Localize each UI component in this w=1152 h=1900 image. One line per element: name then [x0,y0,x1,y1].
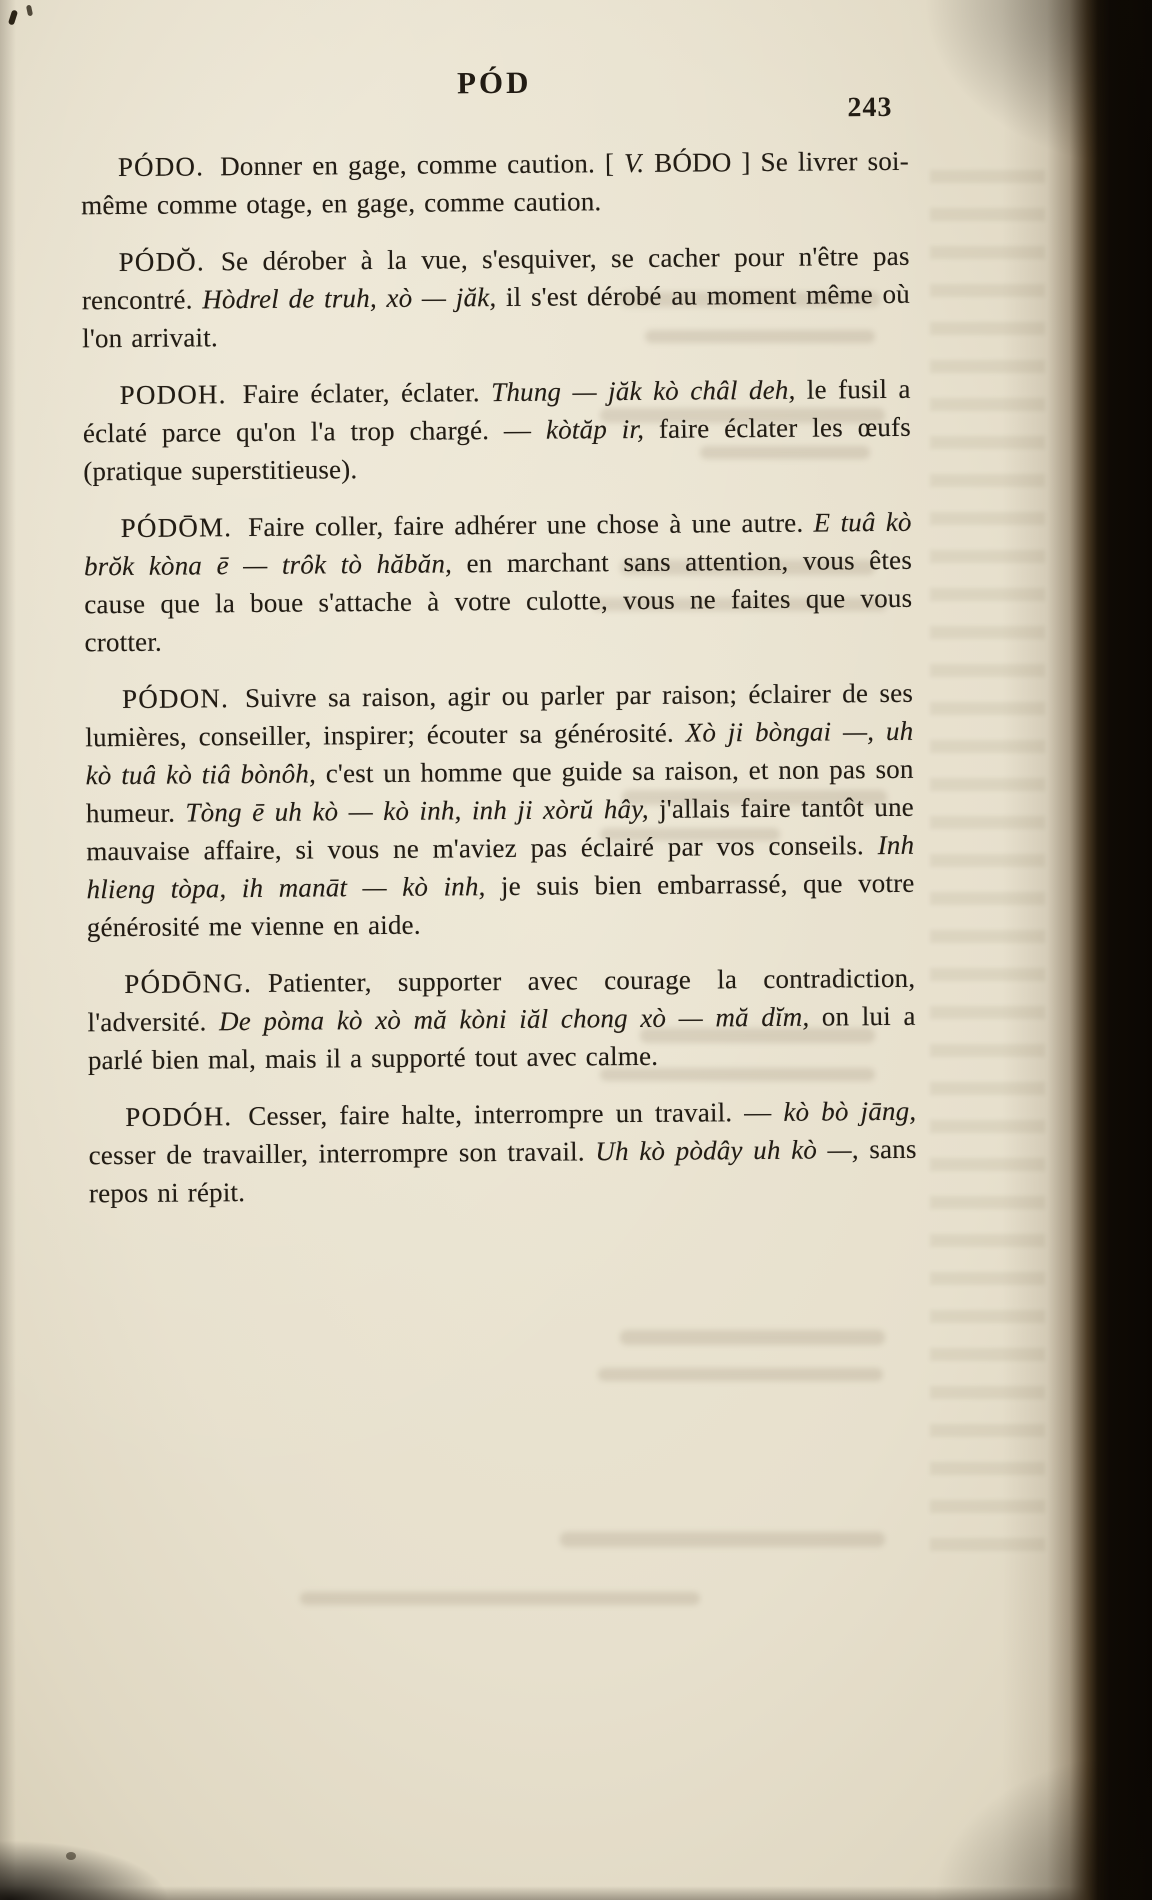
entry-text-roman: sans repos ni répit. [88,1133,917,1209]
dictionary-entry [81,142,910,225]
ink-speck [66,1852,76,1860]
page-edge-right [1002,0,1152,1900]
entries [81,142,917,1212]
entry-headword: PÓDŎ. [118,246,205,278]
entry-text-italic: Xò ji bòngai —, uh kò tuâ kò tiâ bònôh, [85,715,914,791]
entry-text-roman: Donner en gage, comme caution. [ [220,148,625,182]
entry-text-italic: Tòng ē uh kò — kò inh, inh ji xòrŭ hây, [185,793,649,828]
entry-text-italic: De pòma kò xò mă kòni iăl chong xò — mă dĭm, [218,1001,810,1037]
running-head: PÓD [456,64,532,101]
entry-headword: PÓDŌNG. [124,967,253,999]
entry-headword: PODOH. [119,379,227,411]
corner-shadow-bottom-left [0,1840,170,1900]
entry-text-roman: faire éclater les œufs (pratique superstitieuse). [83,411,912,487]
entry-text-italic: Thung — jăk kò châl deh, [491,374,796,408]
entry-text-roman: j'allais faire tantôt une mauvaise affaire, si vous ne m'aviez pas éclairé par vos conseils. [86,791,915,867]
bleedthrough-column [930,170,1045,1560]
dictionary-entry [85,674,915,946]
entry-text-roman: Faire coller, faire adhérer une chose à une autre. [248,507,814,543]
page-edge-bottom-shadow [0,1886,1152,1900]
corner-shadow-top-right [922,0,1152,170]
page-header [80,50,909,149]
dictionary-entry [88,1092,917,1212]
page-content [80,50,917,1231]
bleedthrough-smudge [598,1368,883,1381]
bleedthrough-smudge [300,1592,700,1605]
ink-speck [26,5,33,17]
entry-text-italic: kò bò jāng, [783,1095,917,1127]
entry-headword: PÓDŌM. [120,512,233,544]
entry-text-roman: il s'est dérobé au moment même où l'on arrivait. [82,278,911,354]
entry-headword: PODÓH. [125,1101,233,1132]
dictionary-entry [84,503,913,661]
entry-text-roman: Faire éclater, éclater. [242,377,492,410]
entry-text-italic: Hòdrel de truh, xò — jăk, [202,282,497,315]
entry-text-italic: V. [623,147,645,179]
entry-text-italic: Inh hlieng tòpa, ih manāt — kò inh, [86,829,915,905]
entry-text-roman: Patienter, supporter avec courage la contradiction, l'adversité. [87,962,916,1038]
entry-text-roman: BÓDO ] Se livrer soi-même comme otage, en gage, comme caution. [81,145,909,221]
entry-text-roman: je suis bien embarrassé, que votre générosité me vienne en aide. [86,867,915,943]
ink-speck [8,9,18,25]
entry-text-roman: cesser de travailler, interrompre son travail. [88,1136,596,1171]
dictionary-entry [83,370,912,490]
dictionary-entry [81,237,910,357]
bleedthrough-smudge [620,1330,885,1345]
entry-text-roman: c'est un homme que guide sa raison, et non pas son humeur. [85,753,914,829]
entry-text-italic: Uh kò pòdây uh kò —, [595,1134,859,1167]
entry-text-italic: kòtăp ir, [545,413,645,445]
entry-text-roman: Cesser, faire halte, interrompre un travail. — [248,1096,784,1132]
entry-text-roman: Suivre sa raison, agir ou parler par raison; éclairer de ses lumières, conseiller, inspirer; écouter sa générosité. [85,677,914,753]
entry-text-roman: on lui a parlé bien mal, mais il a supporté tout avec calme. [87,1000,916,1076]
entry-headword: PÓDO. [117,151,205,183]
entry-text-roman: Se dérober à la vue, s'esquiver, se cacher pour n'être pas rencontré. [81,240,910,316]
entry-text-roman: le fusil a éclaté parce qu'on l'a trop chargé. — [82,373,911,449]
bleedthrough-smudge [560,1532,885,1547]
entry-text-roman: en marchant sans attention, vous êtes cause que la boue s'attache à votre culotte, vous ne faites que vous crotter. [84,544,913,658]
entry-headword: PÓDON. [121,683,230,715]
entry-text-italic: E tuâ kò brŏk kòna ē — trôk tò hăbăn, [83,506,912,582]
corner-shadow-bottom-right [932,1750,1152,1900]
dictionary-entry [87,959,916,1079]
page-edge-left-shadow [0,0,16,1900]
page-number: 243 [847,91,893,124]
